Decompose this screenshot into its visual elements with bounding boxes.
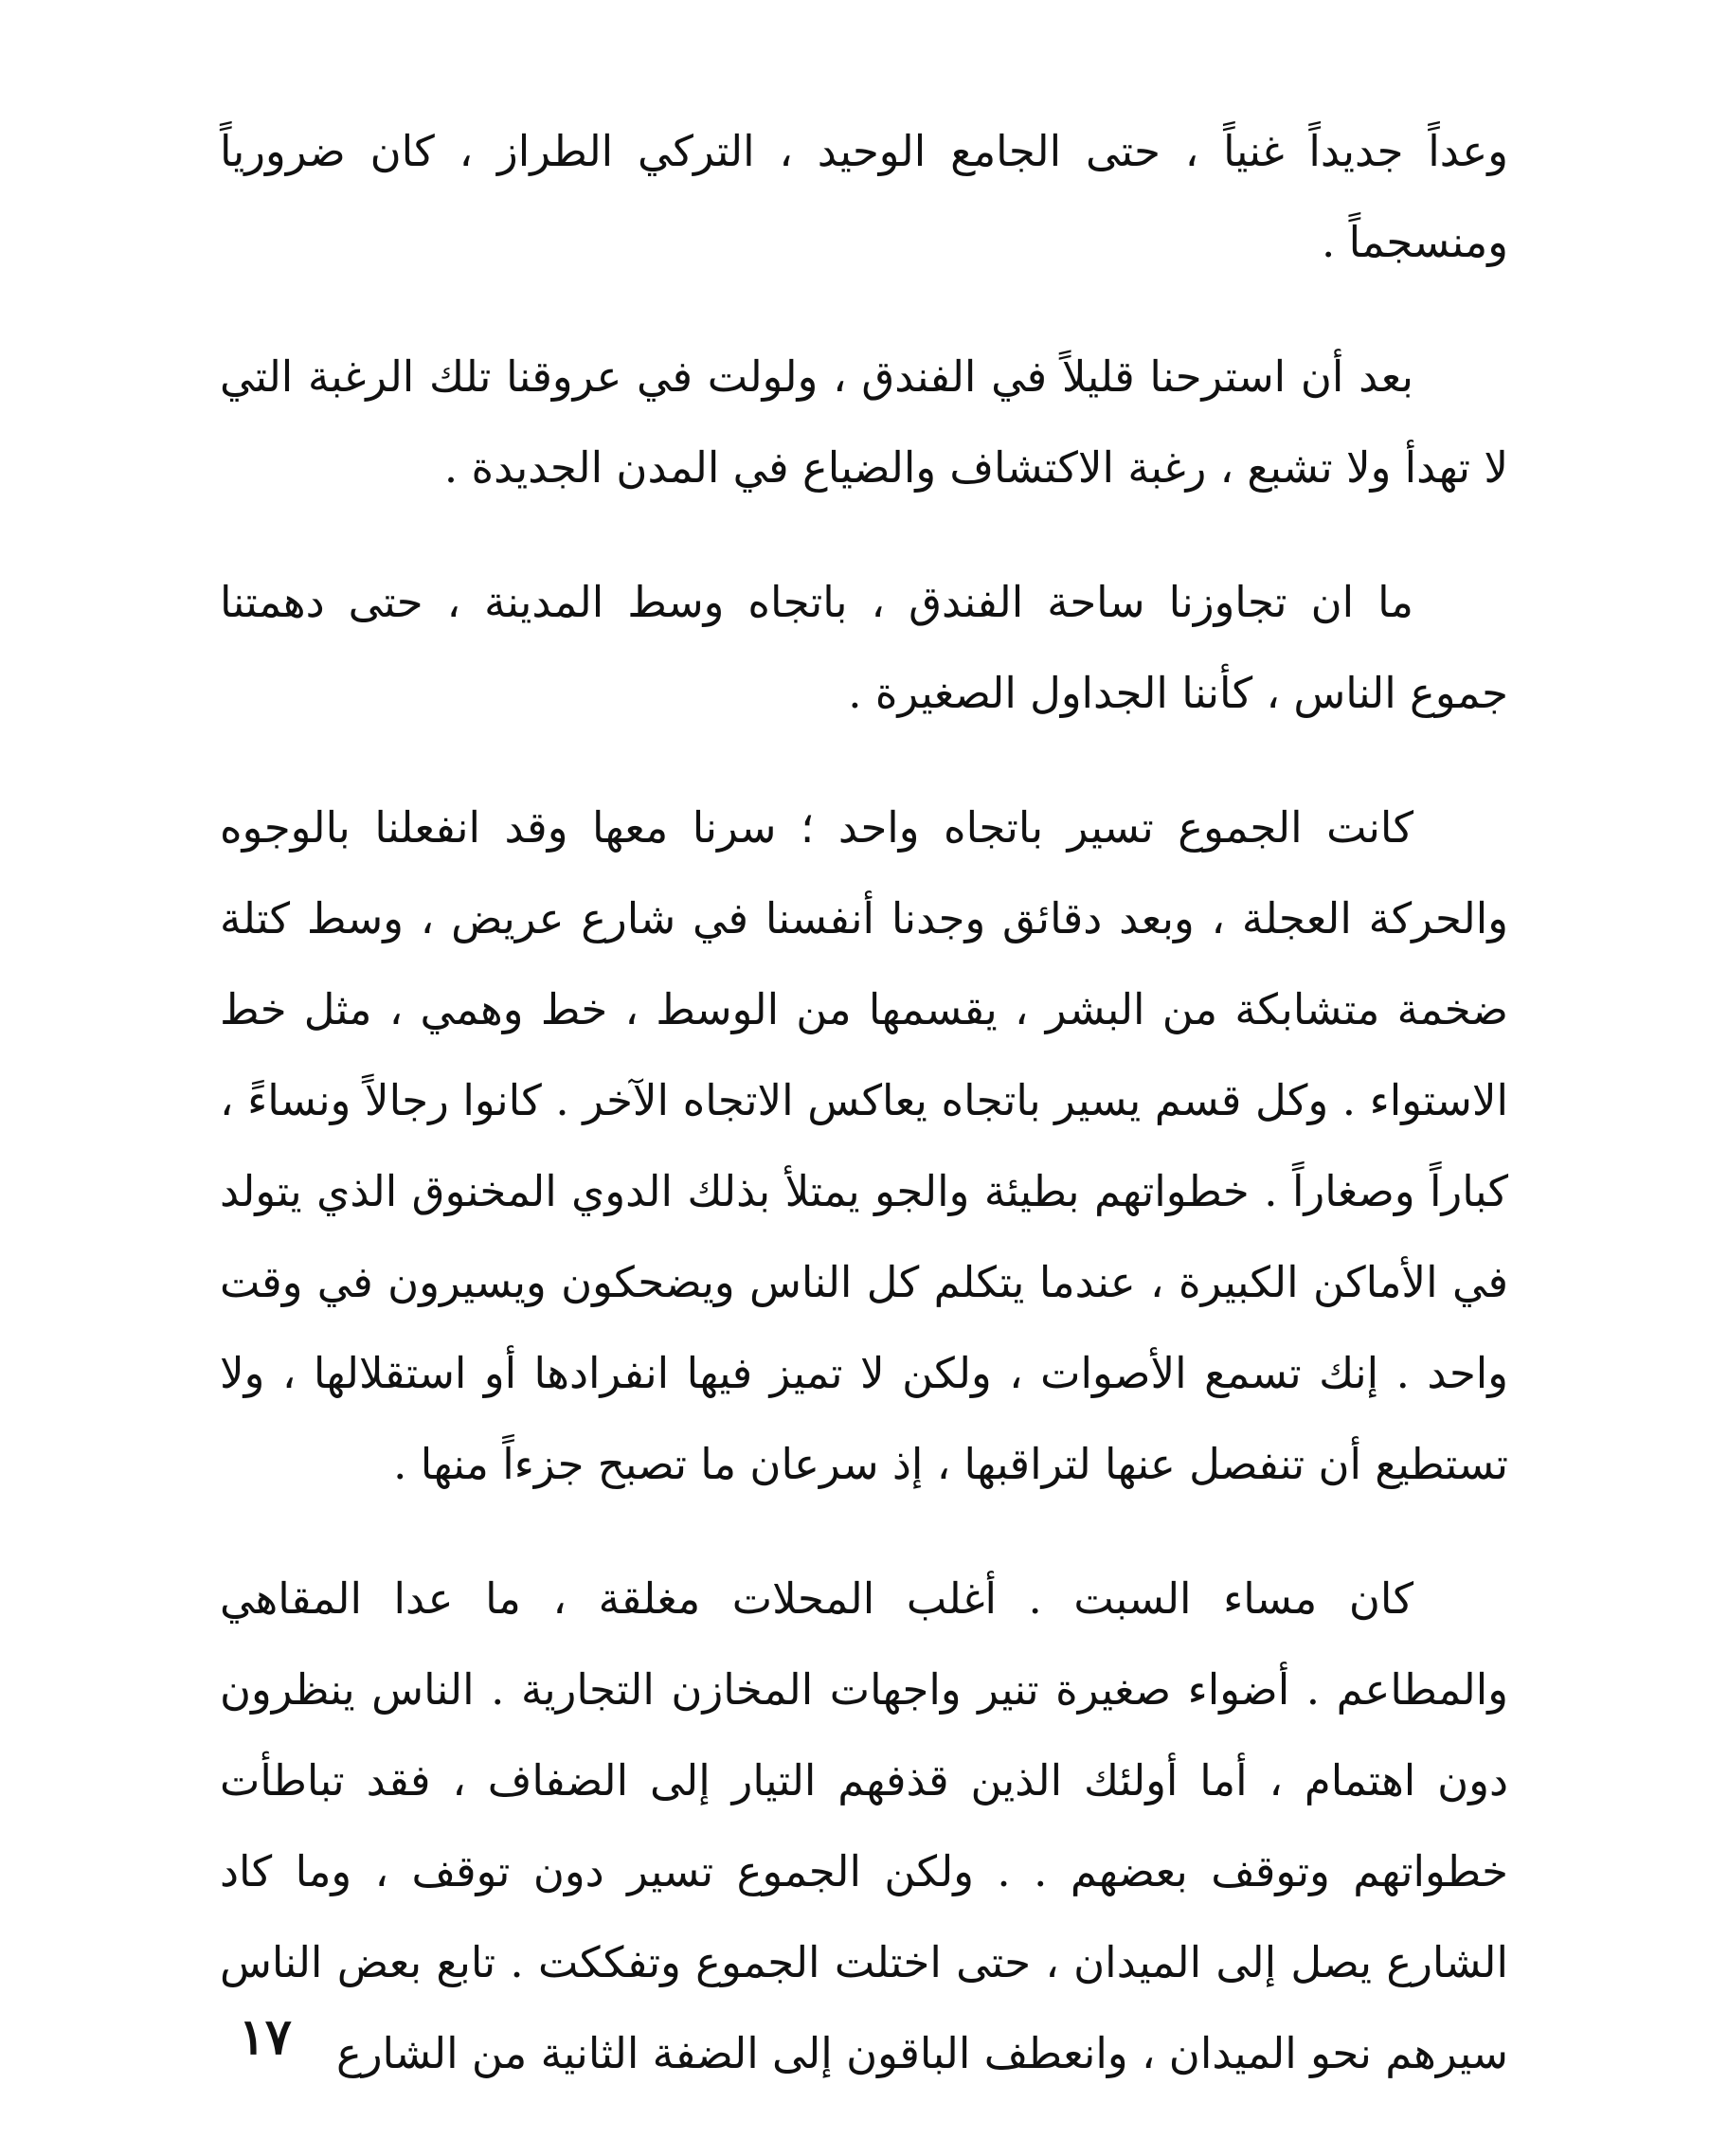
page-number: ١٧ — [239, 2008, 292, 2066]
paragraph-1: وعداً جديداً غنياً ، حتى الجامع الوحيد ، التركي الطراز ، كان ضرورياً ومنسجماً . — [220, 126, 1508, 267]
body-text — [220, 106, 1508, 2143]
paragraph-5: كان مساء السبت . أغلب المحلات مغلقة ، ما عدا المقاهي والمطاعم . أضواء صغيرة تنير واجهات المخازن التجارية . الناس ينظرون دون اهتمام ، أما أولئك الذين قذفهم التيار إلى الضفاف ، فقد تباطأت خطواتهم وتوقف بعضهم . . ولكن الجموع تسير دون توقف ، وما كاد الشارع يصل إلى الميدان ، حتى اختلت الجموع وتفككت . تابع بعض الناس سيرهم نحو الميدان ، وانعطف الباقون إلى الضفة الثانية من الشارع — [220, 1573, 1508, 2078]
paragraph-3: ما ان تجاوزنا ساحة الفندق ، باتجاه وسط المدينة ، حتى دهمتنا جموع الناس ، كأننا الجداول الصغيرة . — [220, 577, 1508, 718]
paragraph-2: بعد أن استرحنا قليلاً في الفندق ، ولولت في عروقنا تلك الرغبة التي لا تهدأ ولا تشبع ، رغبة الاكتشاف والضياع في المدن الجديدة . — [220, 351, 1508, 493]
paragraph-4: كانت الجموع تسير باتجاه واحد ؛ سرنا معها وقد انفعلنا بالوجوه والحركة العجلة ، وبعد دقائق وجدنا أنفسنا في شارع عريض ، وسط كتلة ضخمة متشابكة من البشر ، يقسمها من الوسط ، خط وهمي ، مثل خط الاستواء . وكل قسم يسير باتجاه يعاكس الاتجاه الآخر . كانوا رجالاً ونساءً ، كباراً وصغاراً . خطواتهم بطيئة والجو يمتلأ بذلك الدوي المخنوق الذي يتولد في الأماكن الكبيرة ، عندما يتكلم كل الناس ويضحكون ويسيرون في وقت واحد . إنك تسمع الأصوات ، ولكن لا تميز فيها انفرادها أو استقلالها ، ولا تستطيع أن تنفصل عنها لتراقبها ، إذ سرعان ما تصبح جزءاً منها . — [220, 802, 1508, 1489]
